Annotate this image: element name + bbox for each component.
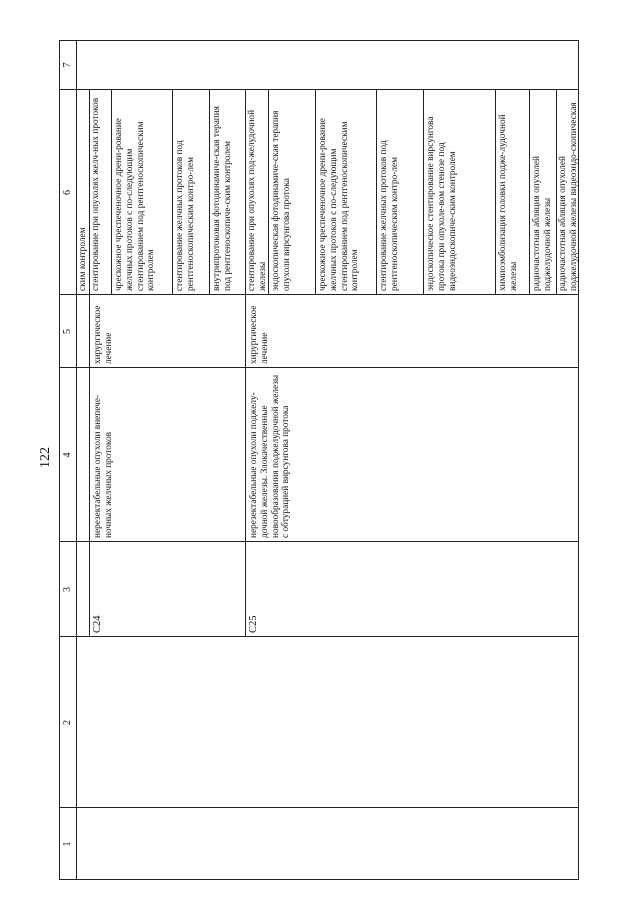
rotated-table-wrapper bbox=[59, 40, 579, 880]
row-c25-diagnosis: нерезектабельные опухоли поджелу-дочной железы. Злокачественные новообразования поджелудочной железы с обтурацией вирсунгова протока bbox=[249, 374, 292, 538]
header-col-6: 6 bbox=[62, 190, 73, 195]
row-c24-treatment-type: хирургическое лечение bbox=[93, 305, 114, 364]
row-c24-method: внутрипротоковая фотодинамиче-ская терапия под рентгеноскопиче-ским контролем bbox=[212, 106, 233, 291]
continued-text: ским контролем bbox=[78, 227, 88, 291]
header-col-2: 2 bbox=[62, 720, 73, 725]
method-separator bbox=[315, 90, 316, 295]
page-number: 122 bbox=[38, 447, 53, 468]
method-separator bbox=[172, 90, 173, 295]
row-c25-method: стентирование при опухолях под-желудочной железы bbox=[247, 109, 268, 291]
treatment-table bbox=[59, 40, 579, 880]
method-separator bbox=[495, 90, 496, 295]
row-c25-method: чрескожное чреспеченочное дрени-рование желчных протоков с по-следующим стентированием под рентгеноскопическим контролем bbox=[318, 118, 361, 291]
col-divider-3 bbox=[59, 541, 579, 542]
row-c25-method: эндоскопическое стентирование вирсунгова протока при опухоле-вом стенозе под видеоэндоскопиче-ским контролем bbox=[426, 116, 458, 291]
header-col-3: 3 bbox=[62, 587, 73, 592]
row-c25-code: C25 bbox=[248, 615, 259, 633]
header-bottom-line bbox=[76, 40, 77, 880]
col-divider-4 bbox=[59, 367, 579, 368]
row-c24-method: чрескожное чреспеченочное дрени-рование желчных протоков с по-следующим стентированием под рентгеноскопическим контролем bbox=[114, 118, 157, 291]
row-c24-method: стентирование при опухолях желч-ных протоков bbox=[91, 97, 101, 291]
row-c25-method: химиоэмболизация головки подже-лудочной железы bbox=[498, 114, 519, 291]
row-c25-method: эндоскопическая фотодинамиче-ская терапия опухоли вирсунгова протока bbox=[271, 110, 292, 291]
row-c24-code: C24 bbox=[92, 615, 103, 633]
row-c24-method: стентирование желчных протоков под рентгеноскопическим контро-лем bbox=[175, 140, 196, 291]
col-divider-2 bbox=[59, 636, 579, 637]
header-col-5: 5 bbox=[62, 329, 73, 334]
row-separator-c25 bbox=[245, 90, 246, 637]
method-separator bbox=[556, 90, 557, 295]
row-c25-method: стентирование желчных протоков под рентгеноскопическим контро-лем bbox=[379, 140, 400, 291]
col-divider-6 bbox=[59, 89, 579, 90]
method-separator bbox=[529, 90, 530, 295]
row-c24-diagnosis: нерезектабельные опухоли внепече-ночных желчных протоков bbox=[93, 394, 114, 538]
row-c25-treatment-type: хирургическое лечение bbox=[249, 305, 270, 364]
table-border-right bbox=[59, 40, 579, 41]
row-c25-method: радиочастотная абляция опухолей поджелудочной железы видеоэндо-скопическая bbox=[558, 102, 579, 291]
header-col-7: 7 bbox=[62, 62, 73, 68]
row-separator-c24 bbox=[89, 90, 90, 637]
header-col-4: 4 bbox=[62, 452, 73, 458]
method-separator bbox=[111, 90, 112, 295]
table-border-left bbox=[59, 879, 579, 880]
col-divider-5 bbox=[59, 294, 579, 295]
header-col-1: 1 bbox=[62, 841, 73, 847]
col-divider-1 bbox=[59, 807, 579, 808]
method-separator bbox=[209, 90, 210, 295]
method-separator bbox=[423, 90, 424, 295]
method-separator bbox=[376, 90, 377, 295]
row-c25-method: радиочастотная абляция опухолей поджелудочной железы bbox=[532, 156, 553, 291]
